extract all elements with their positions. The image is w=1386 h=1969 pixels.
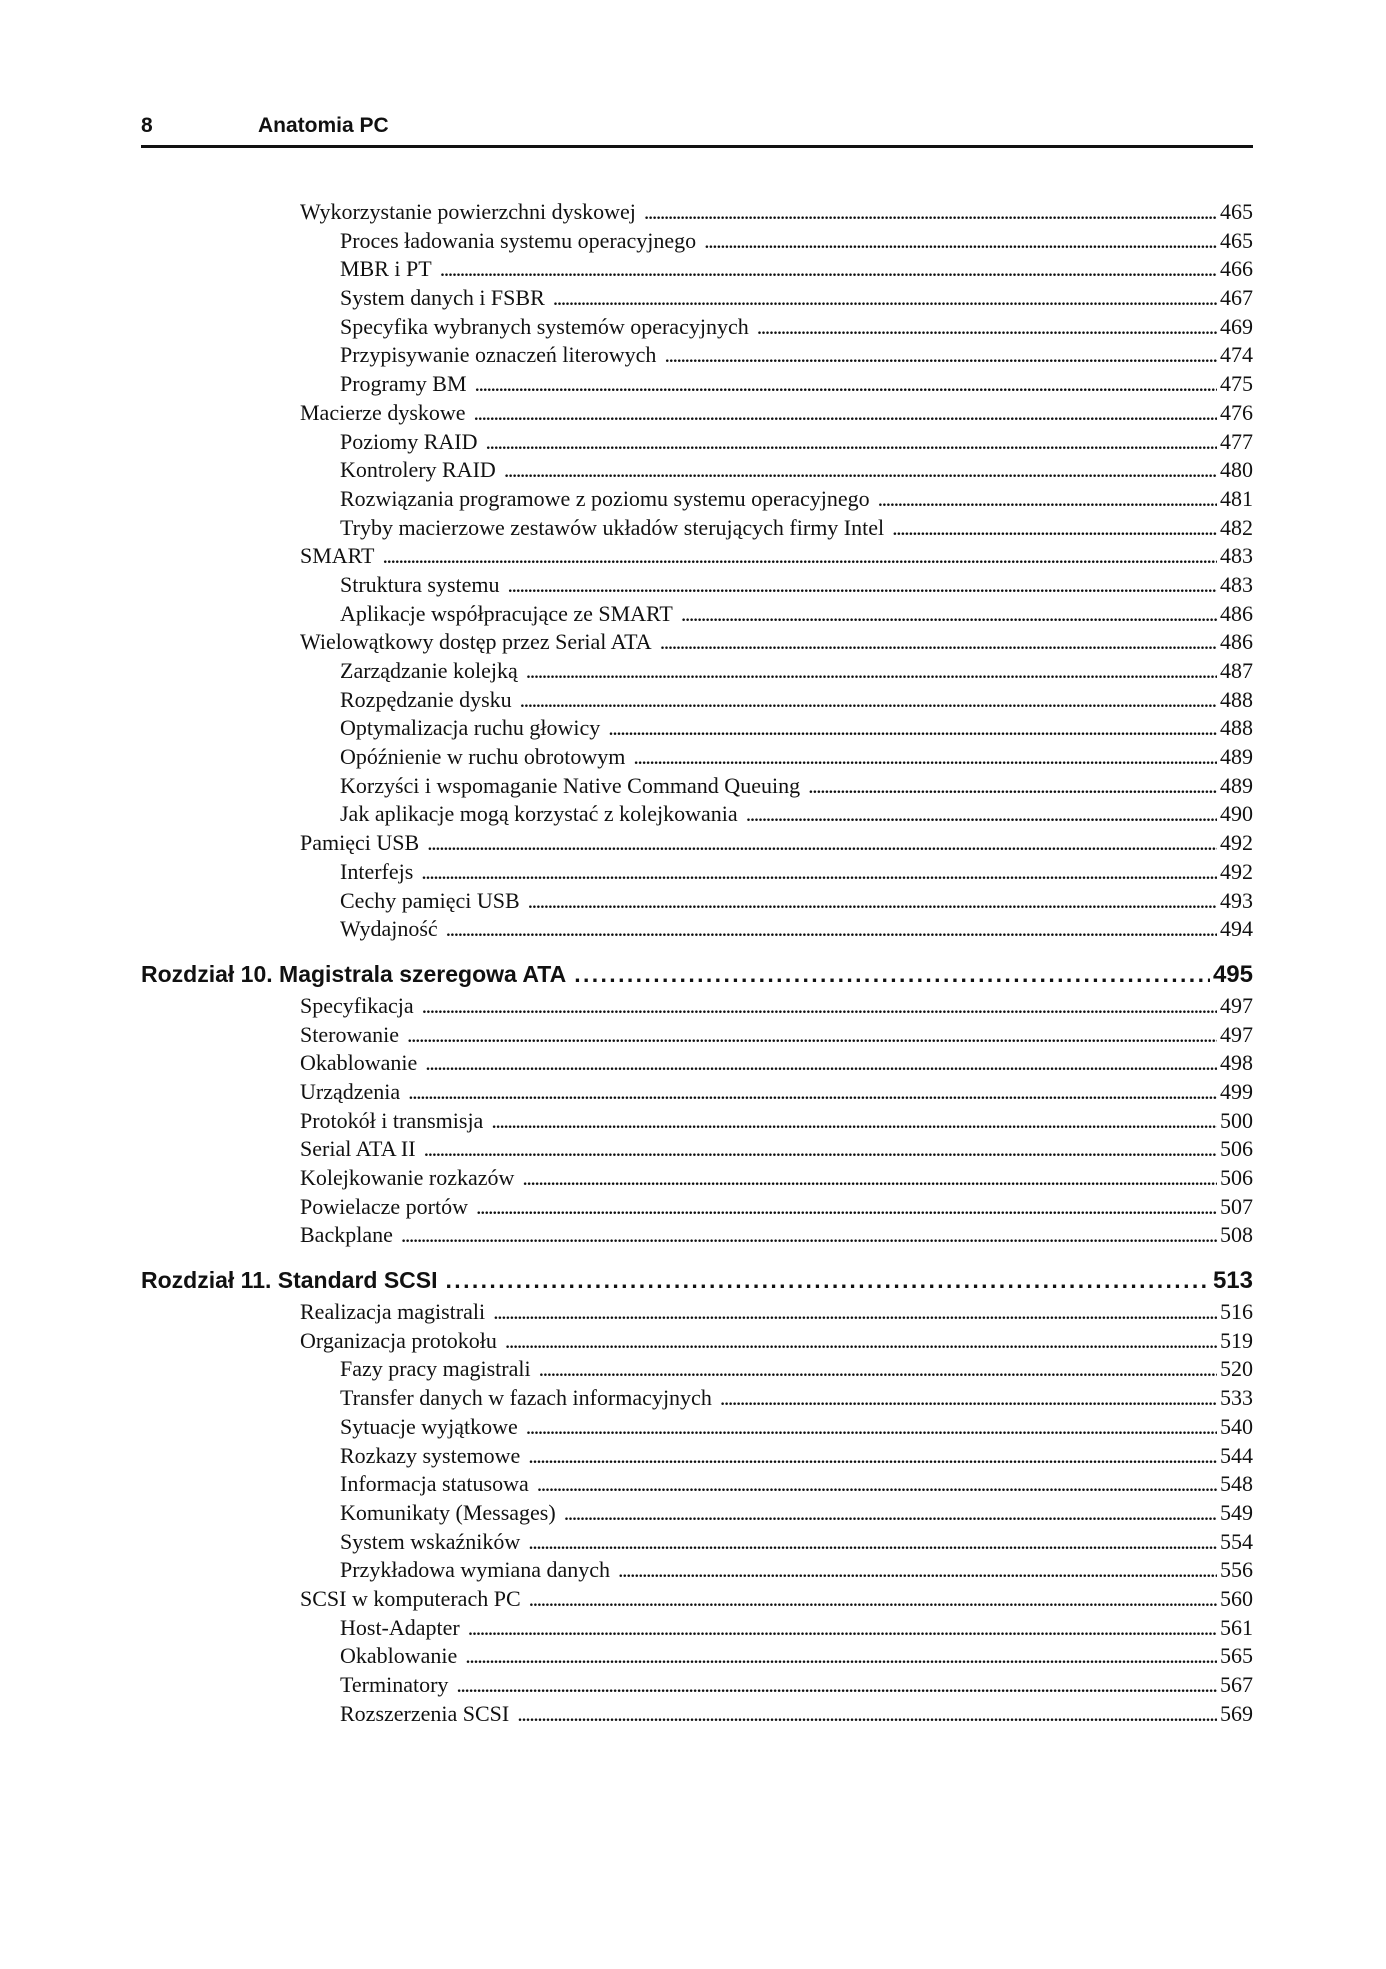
- toc-entry-title: Rozpędzanie dysku: [340, 686, 512, 712]
- toc-entry: [141, 1614, 1253, 1643]
- toc-entry: [141, 829, 1253, 858]
- dot-leader: [633, 743, 1217, 772]
- toc-entry-page: 507: [1220, 1193, 1253, 1219]
- dot-leader: [878, 485, 1217, 514]
- toc-entry-title: Rozdział 10. Magistrala szeregowa ATA: [141, 960, 567, 987]
- toc-entry: [141, 313, 1253, 342]
- toc-entry-page: 475: [1220, 371, 1253, 397]
- toc-entry-title: Sterowanie: [300, 1021, 399, 1047]
- toc-entry-page: 476: [1220, 399, 1253, 425]
- toc-entry: [141, 227, 1253, 256]
- dot-leader: [408, 1078, 1217, 1107]
- dot-leader: [528, 887, 1217, 916]
- toc-entry-title: Korzyści i wspomaganie Native Command Queuing: [340, 772, 801, 798]
- toc-entry-title: MBR i PT: [340, 256, 432, 282]
- dot-leader: [526, 1413, 1217, 1442]
- toc-entry-title: Organizacja protokołu: [300, 1327, 497, 1353]
- toc-entry: [141, 485, 1253, 514]
- toc-entry: [141, 1700, 1253, 1729]
- toc-entry-page: 549: [1220, 1499, 1253, 1525]
- dot-leader: [537, 1470, 1217, 1499]
- toc-entry-page: 497: [1220, 992, 1253, 1018]
- toc-entry-title: Aplikacje współpracujące ze SMART: [340, 600, 673, 626]
- toc-entry: [141, 1135, 1253, 1164]
- toc-entry-page: 519: [1220, 1327, 1253, 1353]
- dot-leader: [421, 858, 1217, 887]
- toc-entry-page: 513: [1212, 1267, 1253, 1295]
- dot-leader: [704, 227, 1217, 256]
- dot-leader: [526, 657, 1217, 686]
- dot-leader: [407, 1021, 1217, 1050]
- toc-entry-page: 561: [1220, 1614, 1253, 1640]
- toc-entry-page: 544: [1220, 1442, 1253, 1468]
- toc-entry-title: Cechy pamięci USB: [340, 887, 520, 913]
- dot-leader: [564, 1499, 1217, 1528]
- toc-entry: [141, 686, 1253, 715]
- toc-entry-title: Protokół i transmisja: [300, 1107, 484, 1133]
- toc-entry: [141, 542, 1253, 571]
- toc-entry-page: 482: [1220, 514, 1253, 540]
- toc-entry-title: SMART: [300, 543, 375, 569]
- toc-entry-title: Przypisywanie oznaczeń literowych: [340, 342, 657, 368]
- toc-entry-page: 465: [1220, 227, 1253, 253]
- toc-entry-title: Komunikaty (Messages): [340, 1499, 556, 1525]
- page-header: [141, 112, 1253, 148]
- toc-entry: [141, 992, 1253, 1021]
- toc-entry-title: Urządzenia: [300, 1078, 401, 1104]
- toc-entry: [141, 1642, 1253, 1671]
- dot-leader: [618, 1556, 1217, 1585]
- toc-entry-page: 495: [1212, 960, 1253, 988]
- toc-entry-title: System wskaźników: [340, 1528, 521, 1554]
- dot-leader: [468, 1614, 1217, 1643]
- dot-leader: [446, 915, 1217, 944]
- toc-entry-title: Tryby macierzowe zestawów układów sterujących firmy Intel: [340, 514, 885, 540]
- toc-entry-title: Rozwiązania programowe z poziomu systemu operacyjnego: [340, 485, 870, 511]
- toc-entry-title: Programy BM: [340, 371, 467, 397]
- dot-leader: [664, 341, 1217, 370]
- toc-entry: [141, 600, 1253, 629]
- dot-leader: [757, 313, 1217, 342]
- toc-entry-page: 489: [1220, 744, 1253, 770]
- dot-leader: [720, 1384, 1217, 1413]
- toc-entry-title: Powielacze portów: [300, 1193, 468, 1219]
- toc-entry-title: Macierze dyskowe: [300, 399, 466, 425]
- toc-entry-page: 492: [1220, 830, 1253, 856]
- dot-leader: [528, 1528, 1217, 1557]
- toc-entry: [141, 1671, 1253, 1700]
- toc-entry-page: 466: [1220, 256, 1253, 282]
- dot-leader: [425, 1049, 1217, 1078]
- toc-entry-page: 469: [1220, 313, 1253, 339]
- toc-entry-title: Jak aplikacje mogą korzystać z kolejkowania: [340, 801, 738, 827]
- page-number: 8: [141, 114, 153, 137]
- toc-entry: [141, 341, 1253, 370]
- toc-entry-title: Informacja statusowa: [340, 1471, 529, 1497]
- toc-entry-page: 494: [1220, 916, 1253, 942]
- toc-entry: [141, 1221, 1253, 1250]
- toc-entry-page: 565: [1220, 1643, 1253, 1669]
- toc-entry-title: Transfer danych w fazach informacyjnych: [340, 1385, 712, 1411]
- toc-entry-page: 516: [1220, 1299, 1253, 1325]
- dot-leader: [553, 284, 1217, 313]
- dot-leader: [520, 686, 1217, 715]
- toc-entry: [141, 370, 1253, 399]
- toc-entry-page: 548: [1220, 1471, 1253, 1497]
- toc-entry-title: Opóźnienie w ruchu obrotowym: [340, 744, 626, 770]
- toc-entry: [141, 198, 1253, 227]
- toc-entry-title: Poziomy RAID: [340, 428, 478, 454]
- toc-entry-page: 483: [1220, 571, 1253, 597]
- toc-entry-page: 493: [1220, 887, 1253, 913]
- dot-leader: [660, 628, 1217, 657]
- dot-leader: [401, 1221, 1217, 1250]
- toc-entry-title: System danych i FSBR: [340, 285, 545, 311]
- toc-entry-title: Okablowanie: [340, 1643, 458, 1669]
- toc-entry: [141, 1499, 1253, 1528]
- toc-entry-page: 467: [1220, 285, 1253, 311]
- toc-entry: [141, 743, 1253, 772]
- toc-entry-title: Realizacja magistrali: [300, 1299, 486, 1325]
- toc-entry-title: Wykorzystanie powierzchni dyskowej: [300, 199, 636, 224]
- toc-entry-page: 506: [1220, 1136, 1253, 1162]
- dot-leader: [491, 1107, 1217, 1136]
- toc-entry-page: 474: [1220, 342, 1253, 368]
- toc-entry-title: Terminatory: [340, 1672, 449, 1697]
- running-title: Anatomia PC: [258, 114, 389, 137]
- toc-entry-page: 465: [1220, 199, 1253, 224]
- toc-entry-title: Wielowątkowy dostęp przez Serial ATA: [300, 629, 652, 655]
- dot-leader: [528, 1442, 1217, 1471]
- dot-leader: [465, 1642, 1217, 1671]
- toc-entry-page: 487: [1220, 658, 1253, 683]
- toc-entry: [141, 1078, 1253, 1107]
- dot-leader: [427, 829, 1217, 858]
- toc-entry-page: 540: [1220, 1413, 1253, 1439]
- toc-entry-page: 533: [1220, 1385, 1253, 1411]
- toc-entry-page: 554: [1220, 1528, 1253, 1554]
- toc-entry-title: Kontrolery RAID: [340, 457, 496, 483]
- toc-entry-page: 499: [1220, 1078, 1253, 1104]
- dot-leader: [474, 399, 1217, 428]
- toc-entry-page: 488: [1220, 686, 1253, 712]
- toc-entry: [141, 1107, 1253, 1136]
- toc-entry-title: Okablowanie: [300, 1050, 418, 1076]
- toc-entry: [141, 657, 1253, 686]
- toc-entry: [141, 1384, 1253, 1413]
- toc-entry-page: 506: [1220, 1165, 1253, 1190]
- toc-entry: [141, 1413, 1253, 1442]
- dot-leader: [475, 370, 1218, 399]
- toc-entry-page: 483: [1220, 543, 1253, 569]
- toc-entry: [141, 1556, 1253, 1585]
- dot-leader: [574, 956, 1210, 992]
- toc-entry: [141, 1164, 1253, 1193]
- dot-leader: [508, 571, 1218, 600]
- toc-entry-title: Host-Adapter: [340, 1614, 460, 1640]
- toc-entry-page: 520: [1220, 1356, 1253, 1382]
- toc-entry: [141, 284, 1253, 313]
- toc-entry-title: Struktura systemu: [340, 571, 500, 597]
- toc-chapter-entry: [141, 956, 1253, 992]
- toc-entry: [141, 1021, 1253, 1050]
- toc-entry: [141, 1442, 1253, 1471]
- toc-entry-page: 500: [1220, 1107, 1253, 1133]
- dot-leader: [382, 542, 1217, 571]
- toc-entry-title: Specyfika wybranych systemów operacyjnych: [340, 313, 749, 339]
- dot-leader: [539, 1355, 1217, 1384]
- toc-entry: [141, 1193, 1253, 1222]
- dot-leader: [440, 255, 1217, 284]
- toc-entry-page: 481: [1220, 485, 1253, 511]
- toc-entry: [141, 1585, 1253, 1614]
- toc-entry-page: 486: [1220, 600, 1253, 626]
- toc-entry-title: Optymalizacja ruchu głowicy: [340, 715, 601, 741]
- dot-leader: [422, 992, 1217, 1021]
- toc-entry-title: Backplane: [300, 1222, 393, 1248]
- toc-entry-title: Interfejs: [340, 858, 414, 884]
- dot-leader: [808, 772, 1217, 801]
- toc-entry-title: Serial ATA II: [300, 1136, 416, 1162]
- toc-entry-title: Proces ładowania systemu operacyjnego: [340, 227, 697, 253]
- toc-chapter-entry: [141, 1262, 1253, 1298]
- dot-leader: [517, 1700, 1217, 1729]
- toc-entry-title: Rozdział 11. Standard SCSI: [141, 1267, 438, 1294]
- dot-leader: [746, 800, 1217, 829]
- dot-leader: [644, 198, 1217, 227]
- dot-leader: [446, 1262, 1210, 1298]
- toc-entry: [141, 887, 1253, 916]
- toc-entry-title: Fazy pracy magistrali: [340, 1356, 531, 1382]
- toc-entry: [141, 514, 1253, 543]
- dot-leader: [493, 1298, 1217, 1327]
- toc-entry: [141, 858, 1253, 887]
- toc-entry-title: Przykładowa wymiana danych: [340, 1557, 611, 1583]
- toc-entry: [141, 1355, 1253, 1384]
- toc-entry: [141, 772, 1253, 801]
- toc-entry: [141, 1470, 1253, 1499]
- toc-entry-title: Rozkazy systemowe: [340, 1442, 521, 1468]
- dot-leader: [476, 1193, 1217, 1222]
- toc-entry-title: Zarządzanie kolejką: [340, 658, 518, 683]
- toc-entry-title: SCSI w komputerach PC: [300, 1585, 521, 1611]
- toc-entry-page: 508: [1220, 1222, 1253, 1248]
- toc-entry-page: 489: [1220, 772, 1253, 798]
- toc-entry-page: 560: [1220, 1585, 1253, 1611]
- toc-entry-page: 556: [1220, 1557, 1253, 1583]
- toc-entry-page: 497: [1220, 1021, 1253, 1047]
- toc-entry: [141, 255, 1253, 284]
- dot-leader: [505, 1327, 1217, 1356]
- toc-entry-title: Rozszerzenia SCSI: [340, 1700, 510, 1726]
- toc-entry-page: 490: [1220, 801, 1253, 827]
- dot-leader: [504, 456, 1217, 485]
- toc-entry: [141, 571, 1253, 600]
- toc-entry: [141, 915, 1253, 944]
- toc-entry: [141, 1049, 1253, 1078]
- toc-entry: [141, 800, 1253, 829]
- dot-leader: [486, 428, 1218, 457]
- dot-leader: [456, 1671, 1217, 1700]
- table-of-contents: [141, 198, 1253, 1728]
- dot-leader: [424, 1135, 1217, 1164]
- toc-entry: [141, 1528, 1253, 1557]
- dot-leader: [608, 714, 1217, 743]
- toc-entry-page: 486: [1220, 629, 1253, 655]
- dot-leader: [529, 1585, 1217, 1614]
- toc-entry-page: 498: [1220, 1050, 1253, 1076]
- toc-entry-page: 569: [1220, 1700, 1253, 1726]
- toc-entry-page: 477: [1220, 428, 1253, 454]
- toc-entry: [141, 1327, 1253, 1356]
- toc-entry-title: Kolejkowanie rozkazów: [300, 1165, 515, 1190]
- toc-entry-title: Specyfikacja: [300, 992, 414, 1018]
- toc-entry: [141, 428, 1253, 457]
- toc-entry: [141, 399, 1253, 428]
- toc-entry: [141, 1298, 1253, 1327]
- toc-entry-page: 492: [1220, 858, 1253, 884]
- toc-entry-page: 488: [1220, 715, 1253, 741]
- toc-entry: [141, 456, 1253, 485]
- dot-leader: [522, 1164, 1217, 1193]
- dot-leader: [892, 514, 1217, 543]
- toc-entry-page: 567: [1220, 1672, 1253, 1697]
- toc-entry: [141, 714, 1253, 743]
- toc-entry: [141, 628, 1253, 657]
- toc-entry-title: Sytuacje wyjątkowe: [340, 1413, 518, 1439]
- toc-entry-title: Pamięci USB: [300, 830, 420, 856]
- toc-entry-page: 480: [1220, 457, 1253, 483]
- toc-entry-title: Wydajność: [340, 916, 438, 942]
- dot-leader: [681, 600, 1217, 629]
